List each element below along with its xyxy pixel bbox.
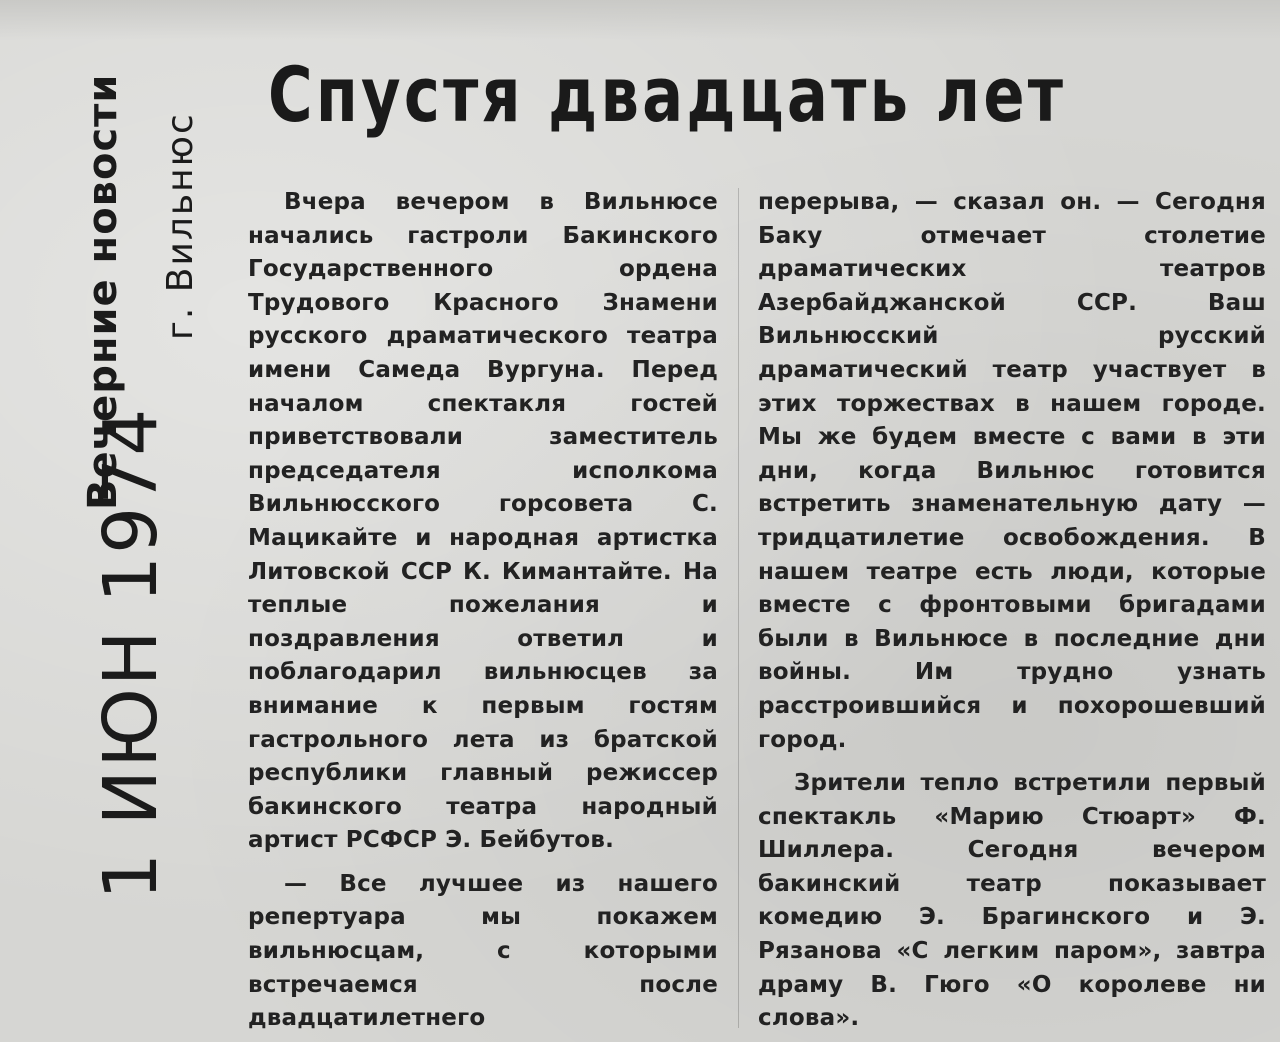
- stamp-city: г. Вильнюс: [160, 112, 201, 340]
- column-divider: [738, 188, 739, 1028]
- article-paragraph: Зрители тепло встретили первый спектакль «Марию Стюарт» Ф. Шиллера. Сегодня вечером бакинский театр показывает комедию Э. Брагинского и Э. Рязанова «С легким паром», завтра драму В. Гюго «О королеве ни слова».: [758, 770, 1266, 1032]
- article-paragraph: Вчера вечером в Вильнюсе начались гастроли Бакинского Государственного ордена Трудового Красного Знамени русского драматического театра имени Самеда Вургуна. Перед началом спектакля гостей приветствовали заместитель председателя исполкома Вильнюсского горсовета С. Мацикайте и народная артистка Литовской ССР К. Кимантайте. На теплые пожелания и поздравления ответил и поблагодарил вильнюсцев за внимание к первым гостям гастрольного лета из братской республики главный режиссер бакинского театра народный артист РСФСР Э. Бейбутов.: [248, 189, 718, 854]
- article-column-left: [248, 186, 718, 1036]
- article-paragraph: — Все лучшее из нашего репертуара мы покажем вильнюсцам, с которыми встречаемся после двадцатилетнего: [248, 870, 718, 1032]
- archive-stamp: [70, 40, 210, 900]
- article-column-right: [758, 186, 1266, 1036]
- article-title: Спустя двадцать лет: [268, 50, 1067, 139]
- stamp-date: 1 ИЮН 1974: [88, 406, 174, 900]
- paper-edge: [0, 0, 1280, 40]
- stamp-newspaper-name: Вечерние новости: [80, 73, 126, 510]
- article-paragraph: перерыва, — сказал он. — Сегодня Баку отмечает столетие драматических театров Азербайджанской ССР. Ваш Вильнюсский русский драматический театр участвует в этих торжествах в нашем городе. Мы же будем вместе с вами в эти дни, когда Вильнюс готовится встретить знаменательную дату — тридцатилетие освобождения. В нашем театре есть люди, которые вместе с фронтовыми бригадами были в Вильнюсе в последние дни войны. Им трудно узнать расстроившийся и похорошевший город.: [758, 189, 1266, 753]
